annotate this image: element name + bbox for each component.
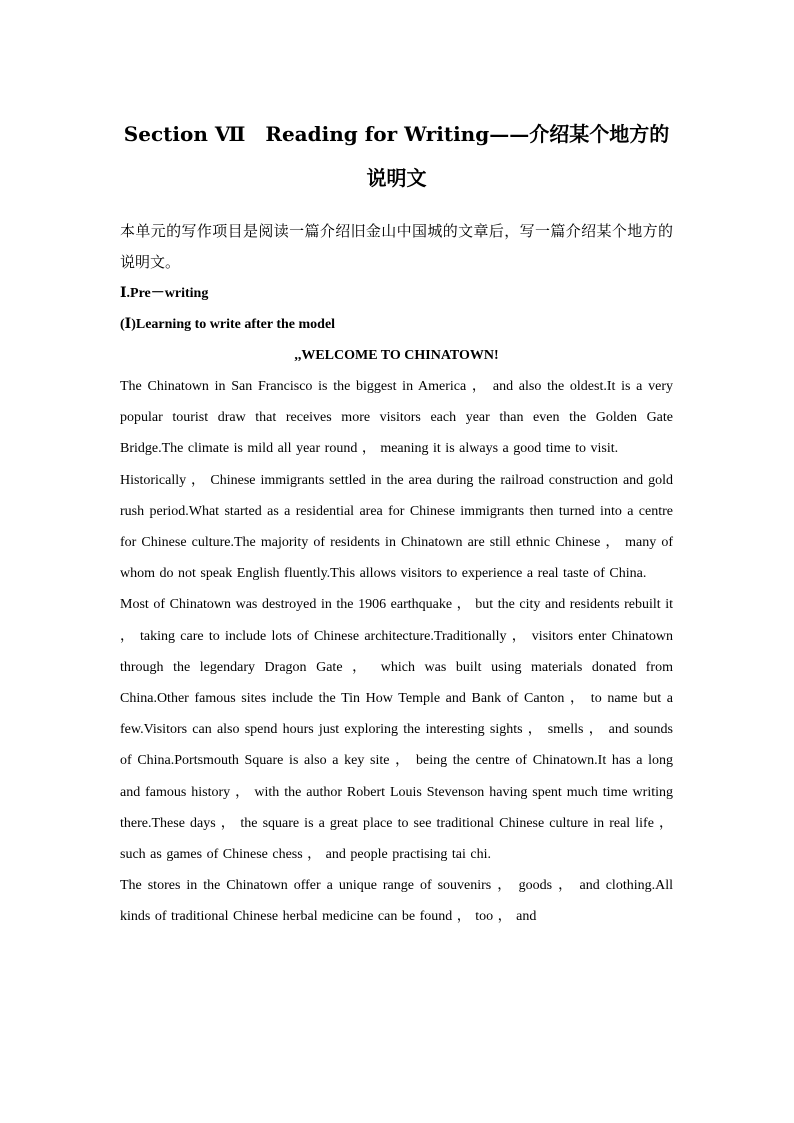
intro-text: 本单元的写作项目是阅读一篇介绍旧金山中国城的文章后，写一篇介绍某个地方的说明文。 [120, 222, 673, 271]
section-heading: Ⅰ.Pre－writing [120, 286, 209, 301]
document-title: Section Ⅶ Reading for Writing——介绍某个地方的说明文 [123, 122, 670, 190]
subsection-heading: (Ⅰ)Learning to write after the model [120, 317, 336, 332]
paragraph-1: The Chinatown in San Francisco is the biggest in America ， and also the oldest.It is a very popular tourist draw that receives more visitors each year than even the Golden Gate Bridge.The climate is mild all year round ， meaning it is always a good time to visit. [120, 379, 673, 457]
article-title: ,,WELCOME TO CHINATOWN! [294, 348, 499, 363]
document-page [120, 112, 673, 933]
paragraph-3: Most of Chinatown was destroyed in the 1906 earthquake ， but the city and residents rebuilt it ， taking care to include lots of Chinese architecture.Traditionally ， visitors enter Chinatown through the legendary Dragon Gate ， which was built using materials donated from China.Other famous sites include the Tin How Temple and Bank of Canton ， to name but a few.Visitors can also spend hours just exploring the interesting sights ， smells ， and sounds of China.Portsmouth Square is also a key site ， being the centre of Chinatown.It has a long and famous history ， with the author Robert Louis Stevenson having spent much time writing there.These days ， the square is a great place to see traditional Chinese culture in real life ， such as games of Chinese chess ， and people practising tai chi. [120, 597, 673, 863]
paragraph-2: Historically ， Chinese immigrants settled in the area during the railroad construction and gold rush period.What started as a residential area for Chinese immigrants then turned into a centre for Chinese culture.The majority of residents in Chinatown are still ethnic Chinese ， many of whom do not speak English fluently.This allows visitors to experience a real taste of China. [120, 472, 673, 582]
paragraph-4: The stores in the Chinatown offer a unique range of souvenirs ， goods ， and clothing.All kinds of traditional Chinese herbal medicine can be found ， too ， and [120, 878, 673, 925]
